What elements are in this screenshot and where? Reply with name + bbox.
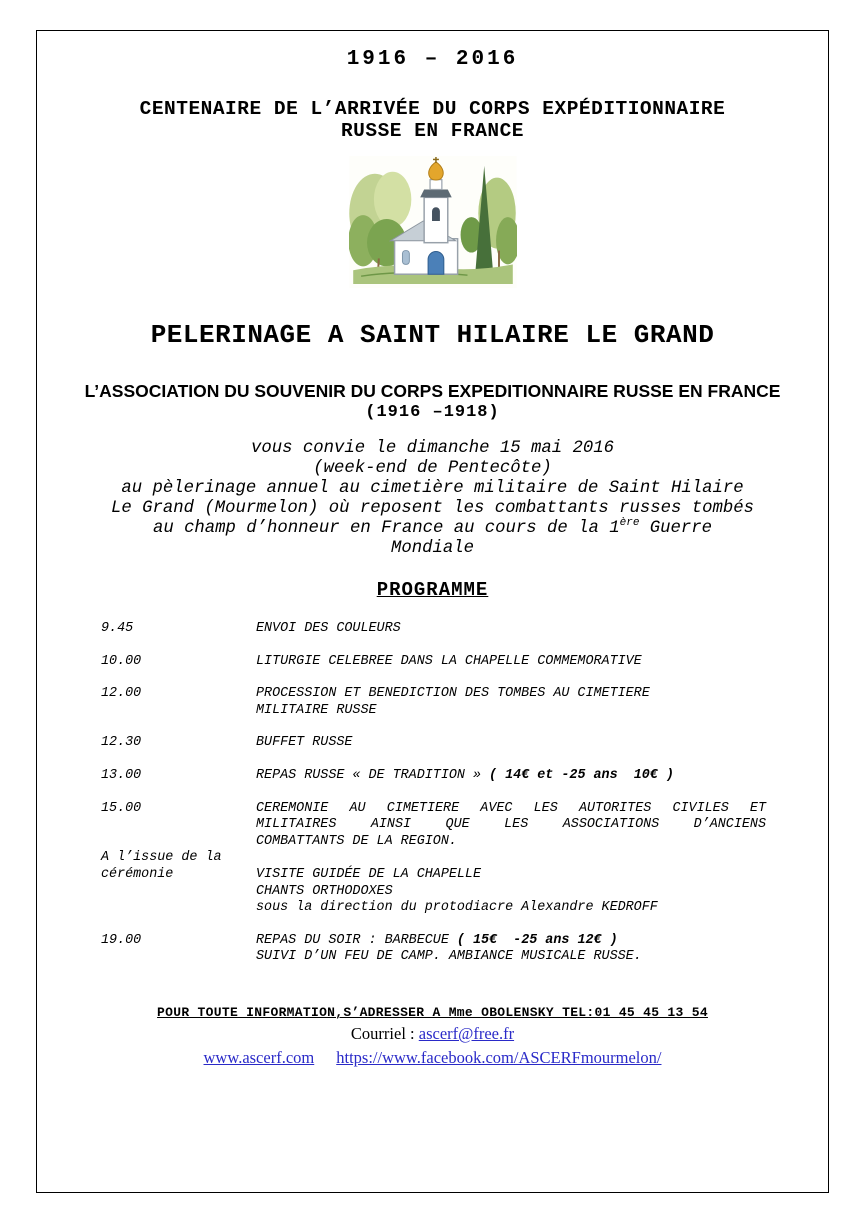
invite-line-6: Mondiale [391,539,474,558]
programme-row [101,654,828,671]
invite-line-2: (week-end de Pentecôte) [313,459,552,478]
programme-desc: PROCESSION ET BENEDICTION DES TOMBES AU CIMETIERE [256,686,650,702]
programme-desc: LITURGIE CELEBREE DANS LA CHAPELLE COMMEMORATIVE [256,653,642,669]
page-border-frame [36,30,829,1193]
programme-desc: sous la direction du protodiacre Alexandre KEDROFF [256,900,658,916]
programme-heading: PROGRAMME [376,579,489,601]
centenary-heading [37,98,828,142]
programme-time: 12.00 [101,686,142,702]
contact-info: POUR TOUTE INFORMATION,S’ADRESSER A Mme OBOLENSKY TEL:01 45 45 13 54 [157,1004,708,1020]
facebook-link[interactable]: https://www.facebook.com/ASCERFmourmelon/ [336,1047,662,1067]
church-illustration-wrap [37,156,828,290]
ordinal-superscript: ère [619,517,640,530]
price-text: ( 14€ et -25 ans 10€ ) [489,767,674,783]
programme-schedule [37,621,828,966]
programme-desc: REPAS DU SOIR : BARBECUE ( 15€ -25 ans 12€ ) [256,932,618,948]
programme-desc: COMBATTANTS DE LA REGION. [256,833,457,849]
programme-time: 19.00 [101,932,142,948]
association-years: (1916 –1918) [365,403,500,422]
invite-line-1: vous convie le dimanche 15 mai 2016 [251,439,614,458]
programme-desc: VISITE GUIDÉE DE LA CHAPELLE [256,866,481,882]
centenary-line-2: RUSSE EN FRANCE [340,120,525,142]
programme-desc: MILITAIRE RUSSE [256,702,377,718]
email-link[interactable]: ascerf@free.fr [418,1023,515,1043]
programme-time: A l’issue de la cérémonie [101,850,222,882]
programme-desc: BUFFET RUSSE [256,735,353,751]
programme-time: 9.45 [101,621,134,636]
page-title: PELERINAGE A SAINT HILAIRE LE GRAND [150,320,715,350]
programme-desc: CHANTS ORTHODOXES [256,883,393,899]
programme-desc: REPAS RUSSE « DE TRADITION » ( 14€ et -25 ans 10€ ) [256,767,674,783]
church-illustration [349,156,517,288]
programme-time: 15.00 [101,800,142,816]
programme-time: 12.30 [101,735,142,751]
price-text: ( 15€ -25 ans 12€ ) [456,932,618,948]
programme-row [101,686,828,719]
programme-desc: SUIVI D’UN FEU DE CAMP. AMBIANCE MUSICALE RUSSE. [256,949,642,965]
programme-row [101,621,828,638]
programme-row [101,933,828,966]
email-line [37,1023,828,1044]
invitation-text [37,439,828,559]
programme-desc: ENVOI DES COULEURS [256,621,401,636]
programme-row [101,801,828,851]
website-link[interactable]: www.ascerf.com [203,1047,315,1067]
programme-time: 10.00 [101,653,142,669]
invite-line-4: Le Grand (Mourmelon) où reposent les combattants russes tombés [111,499,754,518]
association-name: L’ASSOCIATION DU SOUVENIR DU CORPS EXPEDITIONNAIRE RUSSE EN FRANCE [84,381,781,401]
email-label: Courriel : [350,1023,419,1043]
programme-row [101,735,828,752]
programme-desc: MILITAIRES AINSI QUE LES ASSOCIATIONS D’ANCIENS [256,817,766,833]
invite-line-3: au pèlerinage annuel au cimetière militaire de Saint Hilaire [121,479,744,498]
invite-line-5: au champ d’honneur en France au cours de la 1ère Guerre [152,517,713,538]
centenary-line-1: CENTENAIRE DE L’ARRIVÉE DU CORPS EXPÉDITIONNAIRE [139,98,726,120]
programme-desc: CEREMONIE AU CIMETIERE AVEC LES AUTORITES CIVILES ET [256,800,766,816]
web-links-line [37,1047,828,1068]
years-heading: 1916 – 2016 [346,48,519,71]
programme-row [101,850,828,916]
footer [37,1005,828,1068]
programme-row [101,768,828,785]
programme-time: 13.00 [101,767,142,783]
